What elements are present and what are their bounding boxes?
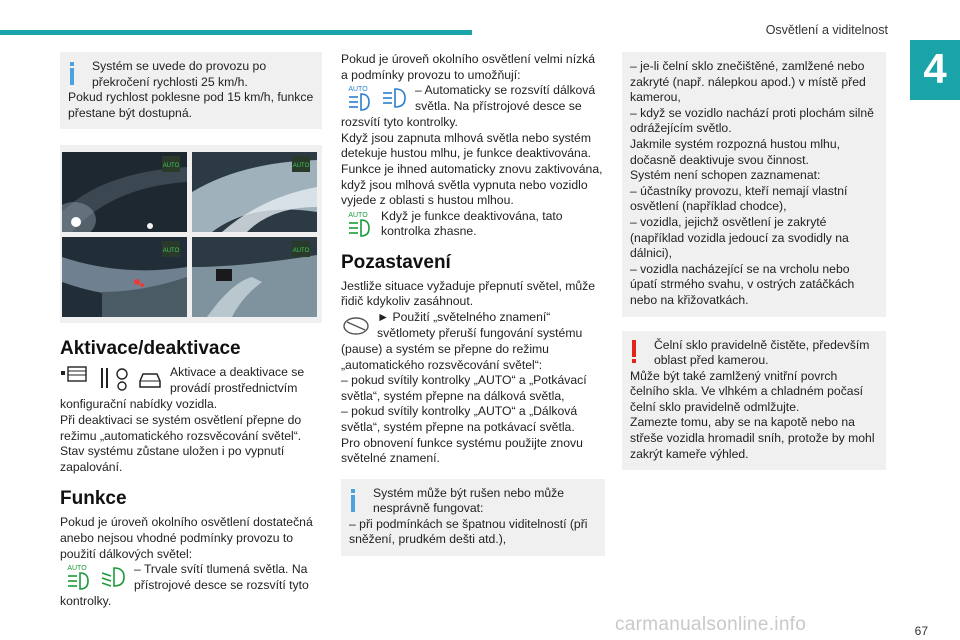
svg-text:AUTO: AUTO [348, 211, 368, 219]
auto-lamp-icon [60, 562, 94, 592]
activation-paragraph-2: Při deaktivaci se systém osvětlení přepne do režimu „automatického rozsvěcování světel“. [60, 412, 302, 443]
activation-text: konfigurační nabídky vozidla. [60, 397, 218, 412]
illustration-oncoming-car [62, 237, 187, 317]
activation-lead: Aktivace a deaktivace se provádí prostřednictvím [170, 365, 305, 395]
page-number: 67 [914, 624, 928, 638]
info-lead: Systém se uvede do provozu po překročení rychlosti 25 km/h. [92, 59, 267, 89]
box-line: Systém není schopen zaznamenat: [630, 168, 821, 183]
section-title: Osvětlení a viditelnost [765, 23, 888, 37]
col2-paragraph-8: – pokud svítily kontrolky „AUTO“ a „Potkávací světla“, systém přepne na dálková světla, [341, 373, 587, 403]
low-beam-icon [98, 562, 128, 592]
col2-paragraph-7-tail: (pause) a systém se přepne do režimu „automatického rozsvěcování světel“: [341, 341, 549, 372]
high-beam-icon [379, 83, 409, 113]
heading-function: Funkce [60, 488, 127, 510]
warning-box [622, 331, 886, 471]
heading-pause: Pozastavení [341, 251, 451, 273]
warning-text: Může být také zamlžený vnitřní povrch čelního skla. Ve vlhkém a chladném počasí čelní sklo pravidelně odmlžujte. [630, 368, 864, 414]
column-3 [622, 52, 886, 470]
high-beam-icons [341, 83, 409, 113]
box-line: – vozidla, jejichž osvětlení je zakryté (například vozidla jedoucí za svodidly na dálnici), [630, 214, 849, 261]
activation-row [60, 365, 322, 397]
col2-paragraph-6: Jestliže situace vyžaduje přepnutí světel, může řidič kdykoliv zasáhnout. [341, 278, 596, 309]
top-accent-bar [0, 30, 472, 35]
deactivated-icons [341, 209, 375, 239]
col2-paragraph-7-lead: ► Použití „světelného znamení“ světlomety přeruší fungování systému [377, 309, 583, 340]
warning-text: Zamezte tomu, aby se na kapotě nebo na střeše vozidla hromadil sníh, protože by mohl zakrýt kameře výhled. [630, 415, 875, 461]
function-row [60, 562, 322, 594]
info-icon [351, 489, 355, 513]
function-tail: kontrolky. [60, 594, 112, 609]
svg-text:AUTO: AUTO [67, 565, 87, 573]
info-text: Pokud rychlost poklesne pod 15 km/h, funkce přestane být dostupná. [68, 90, 314, 120]
deactivated-row [341, 209, 605, 241]
svg-text:AUTO: AUTO [292, 163, 310, 170]
menu-display-icon [60, 365, 96, 393]
box-line: – když se vozidlo nachází proti plochám silně odrážejícím světlo. [630, 105, 874, 136]
box-line: – vozidla nacházející se na vrcholu nebo úpatí strmého svahu, v ostrých zatáčkách nebo na křižovatkách. [630, 261, 855, 307]
svg-text:AUTO: AUTO [162, 163, 180, 170]
col2-paragraph-3: Když jsou zapnuta mlhová světla nebo systém detekuje hustou mlhu, je funkce deaktivována. [341, 130, 592, 161]
box-line: Jakmile systém rozpozná hustou mlhu, dočasně deaktivuje svou činnost. [630, 136, 840, 167]
function-paragraph-1: Pokud je úroveň okolního osvětlení dostatečná anebo nejsou vhodné podmínky provozu to použití dálkových světel: [60, 515, 313, 561]
activation-paragraph-3: Stav systému zůstane uložen i po vypnutí zapalování. [60, 444, 285, 474]
warning-lead: Čelní sklo pravidelně čistěte, především oblast před kamerou. [654, 337, 870, 368]
settings-vehicle-icon [100, 365, 132, 393]
car-icon [136, 365, 164, 393]
col2-paragraph-9: – pokud svítily kontrolky „AUTO“ a „Dálková světla“, systém přepne na potkávací světla. [341, 404, 578, 434]
col2-paragraph-5: Když je funkce deaktivována, tato kontrolka zhasne. [381, 208, 563, 239]
heading-activation: Aktivace/deaktivace [60, 338, 241, 360]
info-box [60, 52, 322, 129]
activation-icons [60, 365, 164, 395]
svg-text:AUTO: AUTO [292, 248, 310, 255]
info-text: – při podmínkách se špatnou viditelností (při sněžení, prudkém dešti atd.), [349, 516, 588, 547]
illustration-high-beam [192, 152, 317, 232]
info-box-continued [622, 52, 886, 317]
column-2 [341, 52, 605, 556]
auto-lamp-off-icon [341, 209, 375, 239]
function-icons [60, 562, 128, 592]
col2-paragraph-1: Pokud je úroveň okolního osvětlení velmi nízká a podmínky provozu to umožňují: [341, 52, 596, 82]
flash-icons [341, 310, 371, 340]
col2-paragraph-2-tail: rozsvítí tyto kontrolky. [341, 115, 458, 130]
info-icon [70, 62, 74, 86]
col2-paragraph-10: Pro obnovení funkce systému použijte znovu světelné znamení. [341, 435, 583, 466]
function-lead: – Trvale svítí tlumená světla. Na přístrojové desce se rozsvítí tyto [134, 562, 309, 592]
col2-paragraph-2-lead: – Automaticky se rozsvítí dálková světla. Na přístrojové desce se [415, 83, 596, 113]
chapter-tab: 4 [910, 40, 960, 100]
svg-text:AUTO: AUTO [348, 86, 368, 94]
headlamp-flash-icon [341, 310, 371, 340]
column-1 [60, 52, 322, 610]
info-lead: Systém může být rušen nebo může nesprávně fungovat: [373, 485, 565, 516]
info-box-2 [341, 479, 605, 556]
auto-high-beam-icon [341, 83, 375, 113]
col2-paragraph-4: Funkce je ihned automaticky znovu zaktivována, když jsou mlhová světla vypnuta nebo vozidlo vyjede z oblasti s hustou mlhou. [341, 161, 603, 208]
svg-text:AUTO: AUTO [162, 248, 180, 255]
box-line: – je-li čelní sklo znečištěné, zamlžené nebo zakryté (např. nálepkou apod.) v místě před kamerou, [630, 59, 866, 105]
flash-row [341, 310, 605, 342]
watermark: carmanualsonline.info [615, 614, 807, 635]
warning-icon [632, 340, 636, 364]
camera-illustration [60, 145, 322, 323]
illustration-low-beam [192, 237, 317, 317]
box-line: – účastníky provozu, kteří nemají vlastní osvětlení (například chodce), [630, 183, 848, 214]
high-beam-row [341, 83, 605, 115]
illustration-dark-road [62, 152, 187, 232]
